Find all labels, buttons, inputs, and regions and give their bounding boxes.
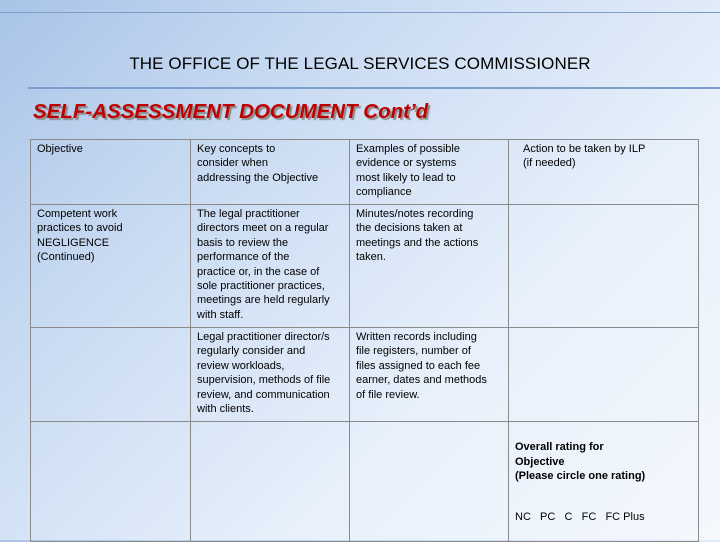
objective-cell: Competent work practices to avoid NEGLIGENCE (Continued) — [31, 205, 191, 328]
top-divider-line — [0, 12, 720, 13]
rating-row — [31, 422, 699, 542]
evidence-cell: Minutes/notes recording the decisions taken at meetings and the actions taken. — [350, 205, 509, 328]
overall-rating-cell — [509, 422, 699, 542]
rating-options[interactable]: NC PC C FC FC Plus — [515, 511, 645, 524]
column-header-evidence: Examples of possible evidence or systems most likely to lead to compliance — [350, 140, 509, 205]
title-rule — [28, 87, 720, 89]
document-title: SELF-ASSESSMENT DOCUMENT Cont’d — [33, 100, 429, 123]
empty-cell — [191, 422, 350, 542]
evidence-cell: Written records including file registers, number of files assigned to each fee earner, dates and methods of file review. — [350, 328, 509, 422]
action-cell — [509, 328, 699, 422]
table-row — [31, 328, 699, 422]
key-concept-cell: Legal practitioner director/s regularly consider and review workloads, supervision, methods of file review, and communication with clients. — [191, 328, 350, 422]
empty-cell — [350, 422, 509, 542]
key-concept-cell: The legal practitioner directors meet on a regular basis to review the performance of the practice or, in the case of sole practitioner practices, meetings are held regularly with staff. — [191, 205, 350, 328]
office-title: THE OFFICE OF THE LEGAL SERVICES COMMISSIONER — [129, 54, 591, 73]
self-assessment-table — [30, 139, 699, 542]
column-header-key-concepts: Key concepts to consider when addressing the Objective — [191, 140, 350, 205]
column-header-objective: Objective — [31, 140, 191, 205]
column-header-action: Action to be taken by ILP (if needed) — [509, 140, 699, 205]
action-cell — [509, 205, 699, 328]
objective-cell — [31, 328, 191, 422]
table-header-row — [31, 140, 699, 205]
overall-rating-label: Overall rating for Objective (Please circle one rating) — [515, 441, 646, 483]
table-row — [31, 205, 699, 328]
empty-cell — [31, 422, 191, 542]
